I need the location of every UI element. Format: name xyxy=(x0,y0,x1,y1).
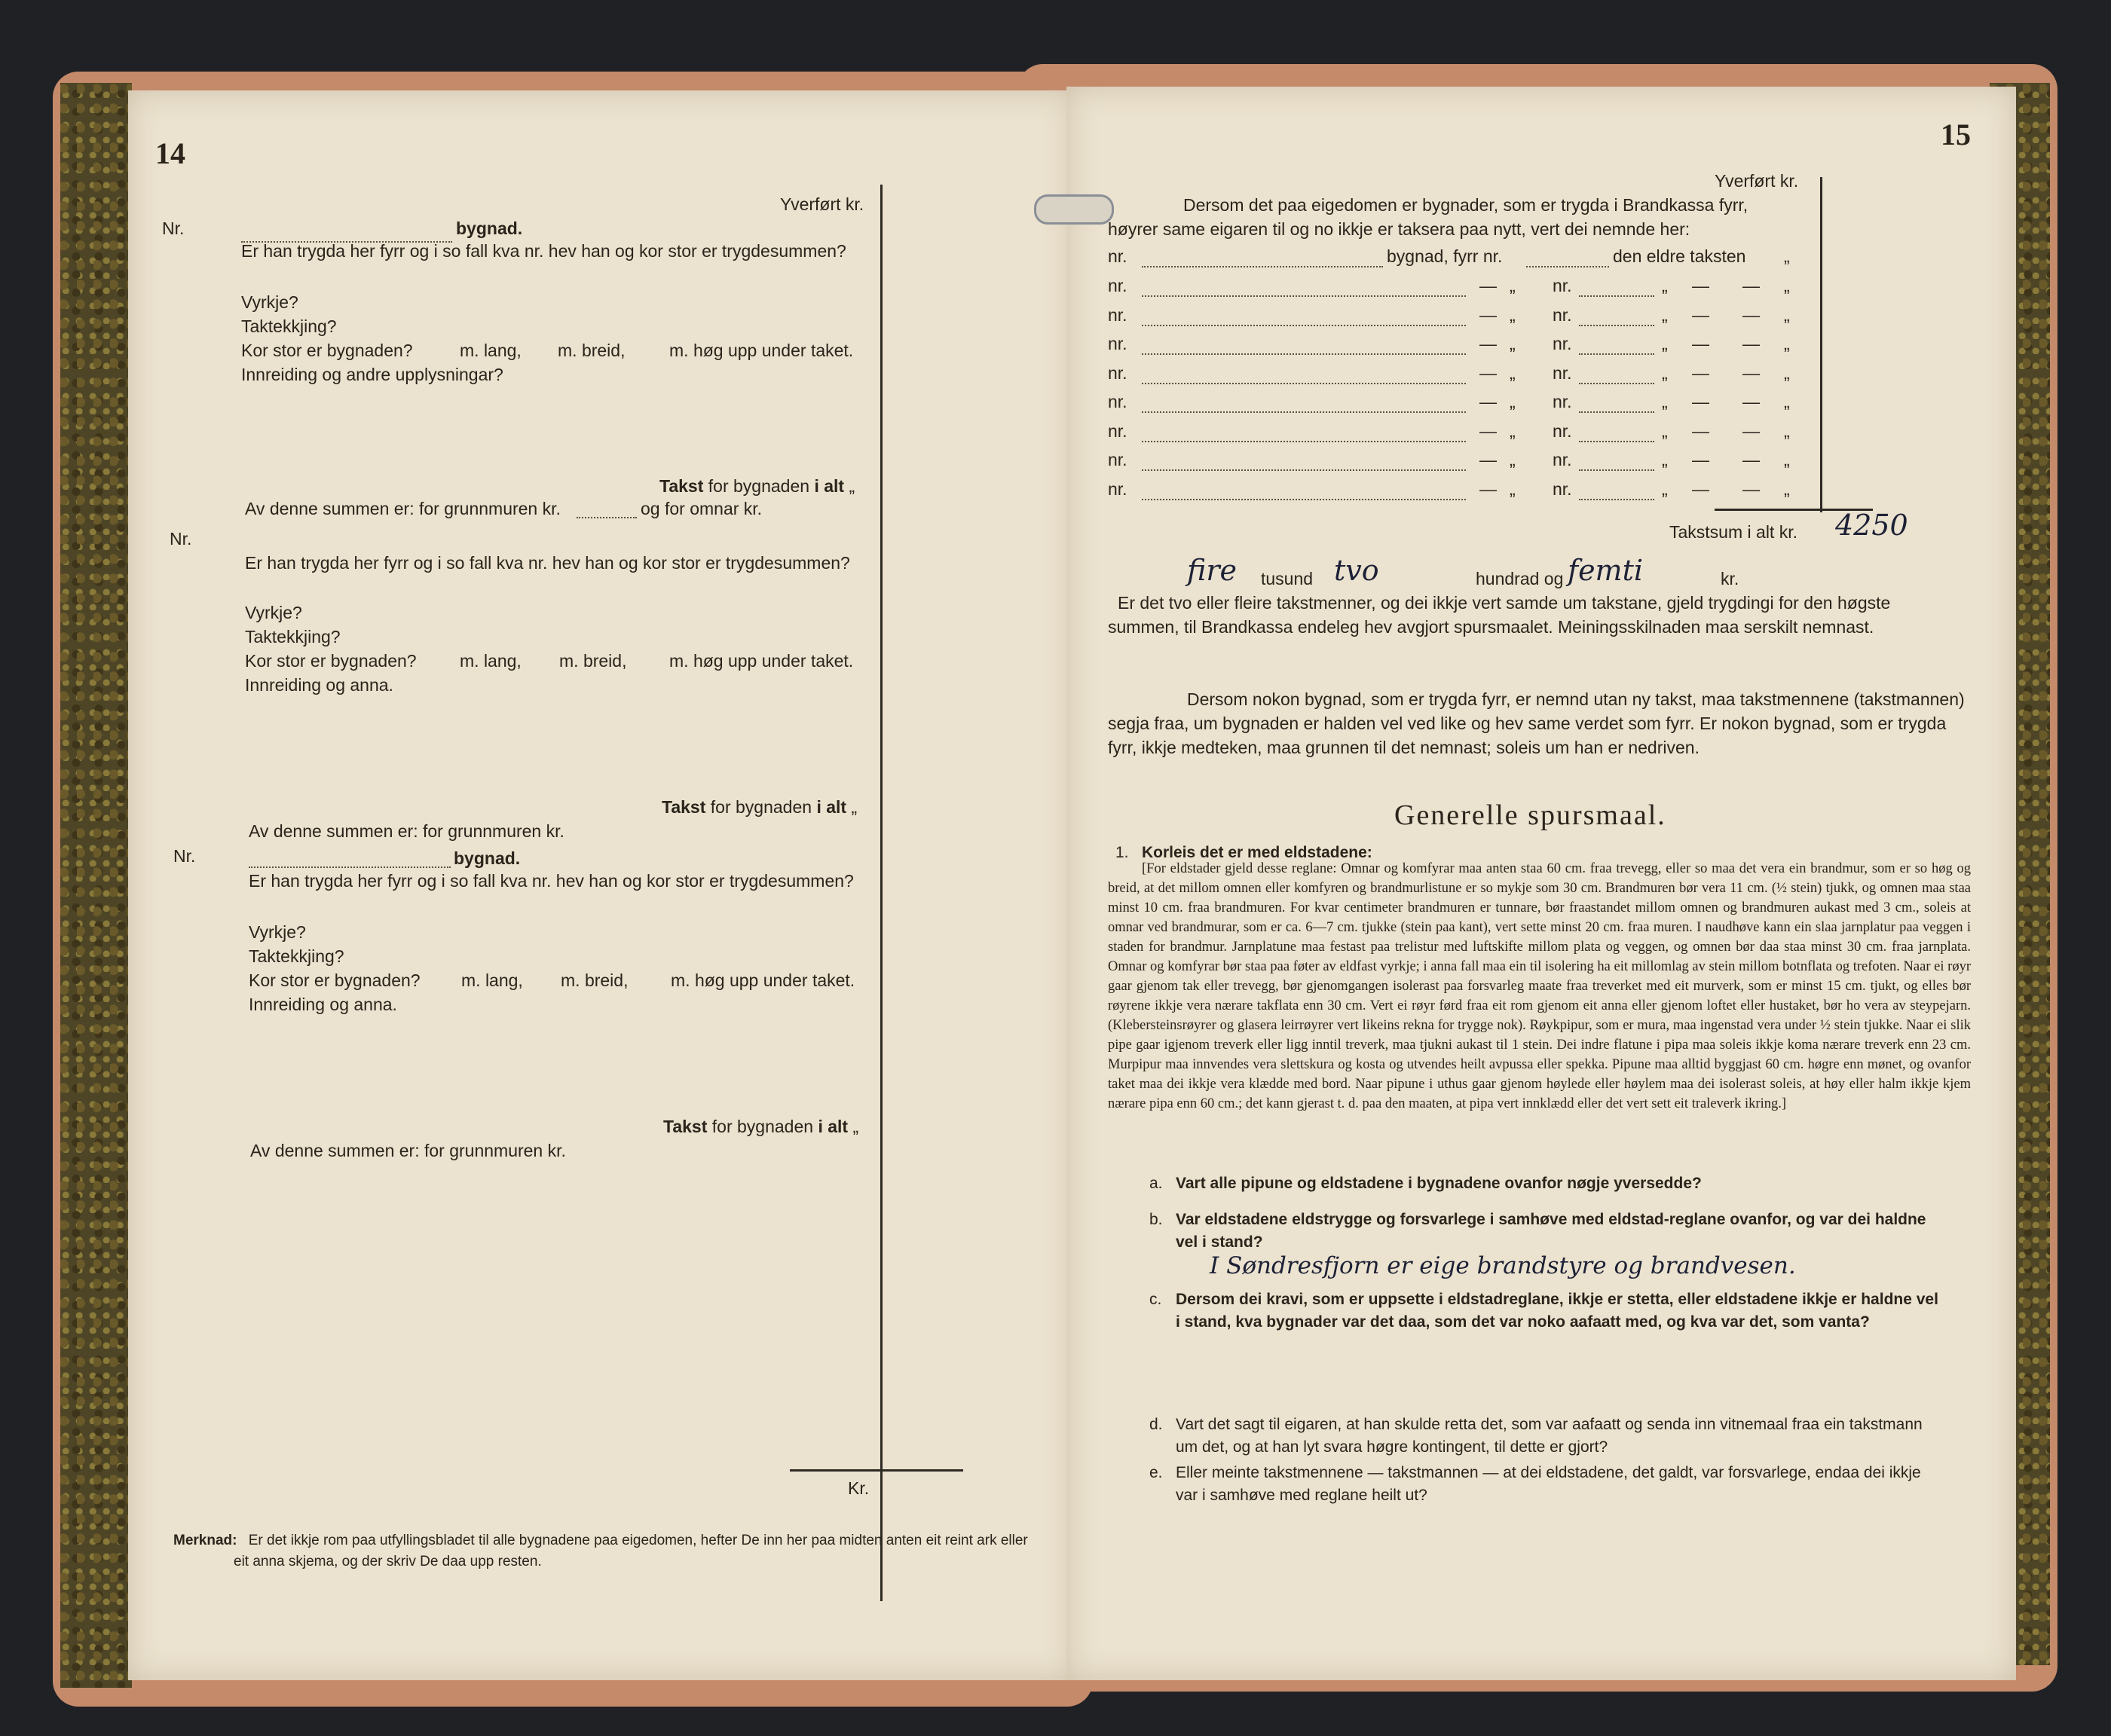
taktekkjing-label: Taktekkjing? xyxy=(249,946,344,966)
quote-mark: „ xyxy=(1662,450,1668,469)
nr-field[interactable] xyxy=(1142,325,1466,326)
length-label: m. lang, xyxy=(460,341,522,360)
handwritten-hundreds[interactable]: tvo xyxy=(1334,554,1379,587)
takst-label: Takst xyxy=(663,1117,708,1136)
quote-mark: „ xyxy=(1784,362,1790,383)
quote-mark: „ xyxy=(1784,246,1790,266)
size-label: Kor stor er bygnaden? xyxy=(245,651,417,671)
taktekkjing-label: Taktekkjing? xyxy=(245,627,341,646)
vyrkje-label: Vyrkje? xyxy=(245,603,302,622)
fyrr-nr-field[interactable] xyxy=(1579,325,1654,326)
tusund-label: tusund xyxy=(1261,569,1314,588)
taktekkjing-label: Taktekkjing? xyxy=(241,316,337,336)
qb-line2: vel i stand? xyxy=(1176,1233,1263,1251)
nr-label: nr. xyxy=(1108,450,1127,469)
fyrr-nr-field[interactable] xyxy=(1579,353,1654,355)
takst-total: i alt xyxy=(816,797,847,817)
qe-line2: var i samhøve med reglane heilt ut? xyxy=(1176,1487,1427,1504)
takst-mid: for bygnaden xyxy=(708,476,810,496)
takst-line xyxy=(662,797,857,818)
quote-mark: „ xyxy=(1510,334,1516,353)
dash: — xyxy=(1742,362,1760,383)
nr-label: nr. xyxy=(1108,334,1127,353)
dash: — xyxy=(1692,304,1709,325)
dash: — xyxy=(1742,334,1760,353)
intro-line-2: høyrer same eigaren til og no ikkje er taksera paa nytt, vert dei nemnde her: xyxy=(1108,219,1690,239)
nr-label: Nr. xyxy=(170,529,192,549)
nr-label: nr. xyxy=(1108,420,1127,441)
nr-field[interactable] xyxy=(1142,383,1466,384)
takstsum-label: Takstsum i alt kr. xyxy=(1669,522,1797,542)
nr-field[interactable] xyxy=(1142,353,1466,355)
dash: — xyxy=(1479,362,1497,383)
dash: — xyxy=(1692,478,1709,499)
nr-label: nr. xyxy=(1108,304,1127,325)
list-item xyxy=(1066,392,1805,414)
sum-breakdown: Av denne summen er: for grunnmuren kr. xyxy=(250,1141,566,1160)
hundrad-label: hundrad og xyxy=(1476,569,1564,588)
dash: — xyxy=(1742,420,1760,441)
quote-mark: „ xyxy=(1784,478,1790,499)
dash: — xyxy=(1479,450,1497,469)
list-item xyxy=(1066,421,1805,444)
dash: — xyxy=(1742,478,1760,499)
takstsum-value[interactable]: 4250 xyxy=(1835,509,1908,542)
quote-mark: „ xyxy=(1662,392,1668,411)
qa-text: Vart alle pipune og eldstadene i bygnadene ovanfor nøgje yversedde? xyxy=(1176,1175,1702,1192)
dash: — xyxy=(1742,304,1760,325)
grunnmur-field[interactable] xyxy=(577,517,637,518)
handwritten-tens[interactable]: femti xyxy=(1568,554,1644,587)
dash: — xyxy=(1479,334,1497,353)
quote-mark: „ xyxy=(1510,478,1516,499)
nr-label-2: nr. xyxy=(1553,420,1572,441)
para2-line1: Dersom nokon bygnad, som er trygda fyrr, er nemnd utan ny takst, maa takstmennene (takstmannen) xyxy=(1187,689,1965,709)
kr-label: kr. xyxy=(1721,569,1739,588)
vyrkje-label: Vyrkje? xyxy=(249,922,306,942)
width-label: m. breid, xyxy=(558,341,626,360)
quote-mark: „ xyxy=(1662,304,1668,325)
quote-mark: „ xyxy=(1784,334,1790,353)
kr-label: Kr. xyxy=(848,1478,870,1498)
dash: — xyxy=(1479,420,1497,441)
takst-total: i alt xyxy=(818,1117,849,1136)
size-label: Kor stor er bygnaden? xyxy=(241,341,413,360)
insured-question: Er han trygda her fyrr og i so fall kva nr. hev han og kor stor er trygdesummen? xyxy=(241,241,846,261)
omnar-label: og for omnar kr. xyxy=(641,499,763,518)
qb-handwritten-answer[interactable]: I Søndresfjorn er eige brandstyre og brandvesen. xyxy=(1210,1252,1796,1279)
dash: — xyxy=(1692,420,1709,441)
takst-mid: for bygnaden xyxy=(711,1117,814,1136)
height-label: m. høg upp under taket. xyxy=(669,651,854,671)
eldre-takst-label: den eldre taksten xyxy=(1613,246,1746,266)
fyrr-nr-field[interactable] xyxy=(1579,441,1654,442)
nr-field[interactable] xyxy=(1142,295,1466,297)
list-item xyxy=(1066,479,1805,502)
nr-label-2: nr. xyxy=(1553,276,1572,295)
size-label: Kor stor er bygnaden? xyxy=(249,970,421,990)
dash: — xyxy=(1742,450,1760,469)
right-page xyxy=(1066,87,2016,1680)
carried-over-label: Yverført kr. xyxy=(1715,171,1799,191)
quote-mark: „ xyxy=(1510,450,1516,469)
qb-letter: b. xyxy=(1149,1211,1163,1228)
nr-label: nr. xyxy=(1108,392,1127,411)
height-label: m. høg upp under taket. xyxy=(669,341,854,360)
sum-breakdown: Av denne summen er: for grunnmuren kr. xyxy=(245,499,561,518)
takst-label: Takst xyxy=(659,476,704,496)
qd-line1: Vart det sagt til eigaren, at han skulde retta det, som var aafaatt og senda inn vitnemaal fraa ein takstmann xyxy=(1176,1416,1923,1433)
dash: — xyxy=(1692,450,1709,469)
merknad-line-2: eit anna skjema, og der skriv De daa upp resten. xyxy=(234,1554,542,1569)
dash: — xyxy=(1742,392,1760,411)
takst-total: i alt xyxy=(814,476,845,496)
nr-label-2: nr. xyxy=(1553,450,1572,469)
list-item xyxy=(1066,305,1805,328)
quote-mark: „ xyxy=(1662,362,1668,383)
list-item xyxy=(1066,363,1805,386)
amount-column-line xyxy=(880,185,883,1601)
bygnad-label: bygnad. xyxy=(454,848,521,868)
bygnad-fyrr-label: bygnad, fyrr nr. xyxy=(1387,246,1503,266)
quote-mark: „ xyxy=(1784,420,1790,441)
nr-field[interactable] xyxy=(1142,411,1466,413)
fyrr-nr-field[interactable] xyxy=(1579,499,1654,500)
dash: — xyxy=(1692,362,1709,383)
para2-line3: fyrr, ikkje medteken, maa grunnen til det nemnast; soleis um han er nedriven. xyxy=(1108,738,1700,757)
nr-label: nr. xyxy=(1108,478,1127,499)
nr-label-2: nr. xyxy=(1553,392,1572,411)
nr-label: nr. xyxy=(1108,362,1127,383)
width-label: m. breid, xyxy=(561,970,629,990)
height-label: m. høg upp under taket. xyxy=(671,970,855,990)
quote-mark: „ xyxy=(1784,450,1790,469)
list-item xyxy=(1066,450,1805,472)
fyrr-nr-field[interactable] xyxy=(1579,411,1654,413)
marbled-endpaper-left xyxy=(60,83,132,1688)
quote-mark: „ xyxy=(1510,276,1516,295)
quote-mark: „ xyxy=(1662,334,1668,353)
q1-number: 1. xyxy=(1115,844,1129,861)
qc-line2: i stand, kva bygnader var det daa, som det var noko aafaatt med, og kva var det, som vanta? xyxy=(1176,1313,1870,1331)
quote-mark: „ xyxy=(1784,276,1790,295)
quote-mark: „ xyxy=(1784,392,1790,411)
list-item xyxy=(1066,276,1805,298)
fyrr-nr-field[interactable] xyxy=(1579,469,1654,471)
fyrr-nr-field[interactable] xyxy=(1526,266,1609,267)
quote-mark: „ xyxy=(1662,420,1668,441)
dash: — xyxy=(1479,304,1497,325)
amount-column-line xyxy=(1820,177,1822,512)
para2-line2: segja fraa, um bygnaden er halden vel ved like og hev same verdet som fyrr. Er nokon bygnad, som er trygda xyxy=(1108,714,1947,733)
length-label: m. lang, xyxy=(460,651,522,671)
dash: — xyxy=(1692,392,1709,411)
quote-mark: „ xyxy=(1662,478,1668,499)
nr-field[interactable] xyxy=(249,866,451,868)
merknad-line-1 xyxy=(173,1533,1028,1549)
dash: — xyxy=(1479,478,1497,499)
nr-label-2: nr. xyxy=(1553,362,1572,383)
q1-title: Korleis det er med eldstadene: xyxy=(1142,844,1372,861)
quote-mark: „ xyxy=(1510,392,1516,411)
quote-mark: „ xyxy=(1784,304,1790,325)
interior-label: Innreiding og anna. xyxy=(249,995,397,1014)
takst-quote: „ xyxy=(851,797,858,817)
quote-mark: „ xyxy=(1510,362,1516,383)
quote-mark: „ xyxy=(1662,276,1668,295)
binding-clip xyxy=(1034,194,1114,225)
nr-label: nr. xyxy=(1108,276,1127,295)
nr-label: Nr. xyxy=(173,846,196,866)
qc-letter: c. xyxy=(1149,1291,1162,1308)
qa-letter: a. xyxy=(1149,1175,1163,1192)
nr-field[interactable] xyxy=(1142,266,1383,267)
nr-field[interactable] xyxy=(1142,499,1466,500)
list-item xyxy=(1066,334,1805,356)
merknad-text-1: Er det ikkje rom paa utfyllingsbladet til alle bygnadene paa eigedomen, hefter De inn her paa midten anten eit reint ark eller xyxy=(248,1533,1028,1548)
qd-letter: d. xyxy=(1149,1416,1163,1433)
takst-label: Takst xyxy=(662,797,706,817)
list-item xyxy=(1066,246,1805,269)
takst-line xyxy=(663,1117,858,1137)
page-number: 14 xyxy=(155,136,185,170)
handwritten-thousands[interactable]: fire xyxy=(1187,554,1237,587)
dash: — xyxy=(1742,276,1760,295)
fyrr-nr-field[interactable] xyxy=(1579,383,1654,384)
nr-label-2: nr. xyxy=(1553,334,1572,353)
qc-line1: Dersom dei kravi, som er uppsette i eldstadreglane, ikkje er stetta, eller eldstadene ikkje er haldne vel xyxy=(1176,1291,1938,1308)
takst-quote: „ xyxy=(852,1117,859,1136)
merknad-label: Merknad: xyxy=(173,1533,237,1548)
nr-label: nr. xyxy=(1108,246,1127,266)
dash: — xyxy=(1479,392,1497,411)
nr-label-2: nr. xyxy=(1553,304,1572,325)
nr-field[interactable] xyxy=(1142,441,1466,442)
dash: — xyxy=(1692,276,1709,295)
quote-mark: „ xyxy=(1510,304,1516,325)
takst-line xyxy=(659,476,855,497)
qe-letter: e. xyxy=(1149,1464,1163,1481)
takst-mid: for bygnaden xyxy=(710,797,812,817)
left-page xyxy=(128,90,1074,1680)
width-label: m. breid, xyxy=(559,651,627,671)
insured-question: Er han trygda her fyrr og i so fall kva nr. hev han og kor stor er trygdesummen? xyxy=(249,871,854,891)
insured-question: Er han trygda her fyrr og i so fall kva nr. hev han og kor stor er trygdesummen? xyxy=(245,553,850,573)
nr-field[interactable] xyxy=(1142,469,1466,471)
nr-label-2: nr. xyxy=(1553,478,1572,499)
qb-line1: Var eldstadene eldstrygge og forsvarlege i samhøve med eldstad-reglane ovanfor, og var dei haldne xyxy=(1176,1211,1926,1228)
qe-line1: Eller meinte takstmennene — takstmannen — at dei eldstadene, det galdt, var forsvarlege, endaa dei ikkje xyxy=(1176,1464,1921,1481)
para1-line2: summen, til Brandkassa endeleg hev avgjort spursmaalet. Meiningsskilnaden maa serskilt nemnast. xyxy=(1108,617,1874,637)
eldstad-regulations: [For eldstader gjeld desse reglane: Omnar og komfyrar maa anten staa 60 cm. fraa trevegg, eller so maa det vera ein brandmur, som er so høg og breid, at det millom omnen eller komfyren og brandmurlistune er so mykje som 30 cm. Brandmuren bør vera 11 cm. (½ stein) tjukk, og omnen maa staa minst 10 cm. fraa brandmuren. For kvar centimeter brandmuren er tunnare, bør fraastandet millom omnen og brandmuren aukast med 3 cm., soleis at omnar ved brandmurar, som er ca. 6—7 cm. tjukke (stein paa kant), vert sette minst 20 cm. fraa muren. I naudhøve kann ein slaa jarnplatur paa veggen i staden for brandmur. Jarnplatune maa festast paa trelistur med luftskifte millom plata og veggen, og omnen bør daa staa minst 30 cm. fraa jarnplata. Omnar og komfyrar bør staa paa føter av eldfast vyrkje; i anna fall maa ein til isolering ha eit millomlag av stein millom botnflata og trefoten. Naar ei røyr gaar gjenom tak eller trevegg, bør gjenomgangen isolerast paa forsvarleg maate fraa treverket med eit murverk, som er minst 15 cm. tjukt, og elles bør røyrene ikkje vera nærare takflata enn 30 cm. Vert ei røyr førd fraa eit rom gjenom eit anna eller gjenom loftet eller hustaket, bør ho vera av steypejarn. (Klebersteinsrøyrer og glasera leirrøyrer vert likeins rekna for trygge nok). Røykpipur, som er mura, maa ingenstad vera under ½ stein tjukke. Naar ei slik pipe gaar igjenom treverk eller ligg inntil treverk, maa tjukni aukast til 1 stein. Dei indre flatune i pipa maa soleis ikkje koma nærare treverk enn 23 cm. Murpipur maa innvendes vera slettskura og kosta og utvendes heilt avpussa eller spekka. Pipune maa alltid byggjast 60 cm. høgre enn mønet, og ovanfor taket maa dei ikkje vera klædde med bord. Naar pipune i uthus gaar gjenom høylede eller høylem maa dei isolerast soleis, at høy eller halm ikkje kjem nærare pipa enn 60 cm.; det kann gjerast t. d. paa den maaten, at pipa vert innklædd eller det vert sett eit traleverk ikring.] xyxy=(1108,861,1971,1111)
intro-line-1: Dersom det paa eigedomen er bygnader, som er trygda i Brandkassa fyrr, xyxy=(1183,195,1748,215)
carried-over-label: Yverført kr. xyxy=(780,194,864,214)
nr-label: Nr. xyxy=(162,219,185,238)
length-label: m. lang, xyxy=(461,970,523,990)
interior-label: Innreiding og anna. xyxy=(245,675,393,695)
sum-breakdown: Av denne summen er: for grunnmuren kr. xyxy=(249,821,564,841)
section-title: Generelle spursmaal. xyxy=(1394,799,1666,831)
qd-line2: um det, og at han lyt svara høgre kontingent, til dette er gjort? xyxy=(1176,1438,1608,1456)
quote-mark: „ xyxy=(1510,420,1516,441)
dash: — xyxy=(1479,276,1497,295)
para1-line1: Er det tvo eller fleire takstmenner, og dei ikkje vert samde um takstane, gjeld trygdingi for den høgste xyxy=(1118,593,1891,613)
takst-quote: „ xyxy=(849,476,855,496)
interior-label: Innreiding og andre upplysningar? xyxy=(241,365,503,384)
dash: — xyxy=(1692,334,1709,353)
bygnad-label: bygnad. xyxy=(456,219,523,238)
fyrr-nr-field[interactable] xyxy=(1579,295,1654,297)
vyrkje-label: Vyrkje? xyxy=(241,292,298,312)
page-number: 15 xyxy=(1941,118,1971,151)
total-line xyxy=(790,1469,963,1472)
